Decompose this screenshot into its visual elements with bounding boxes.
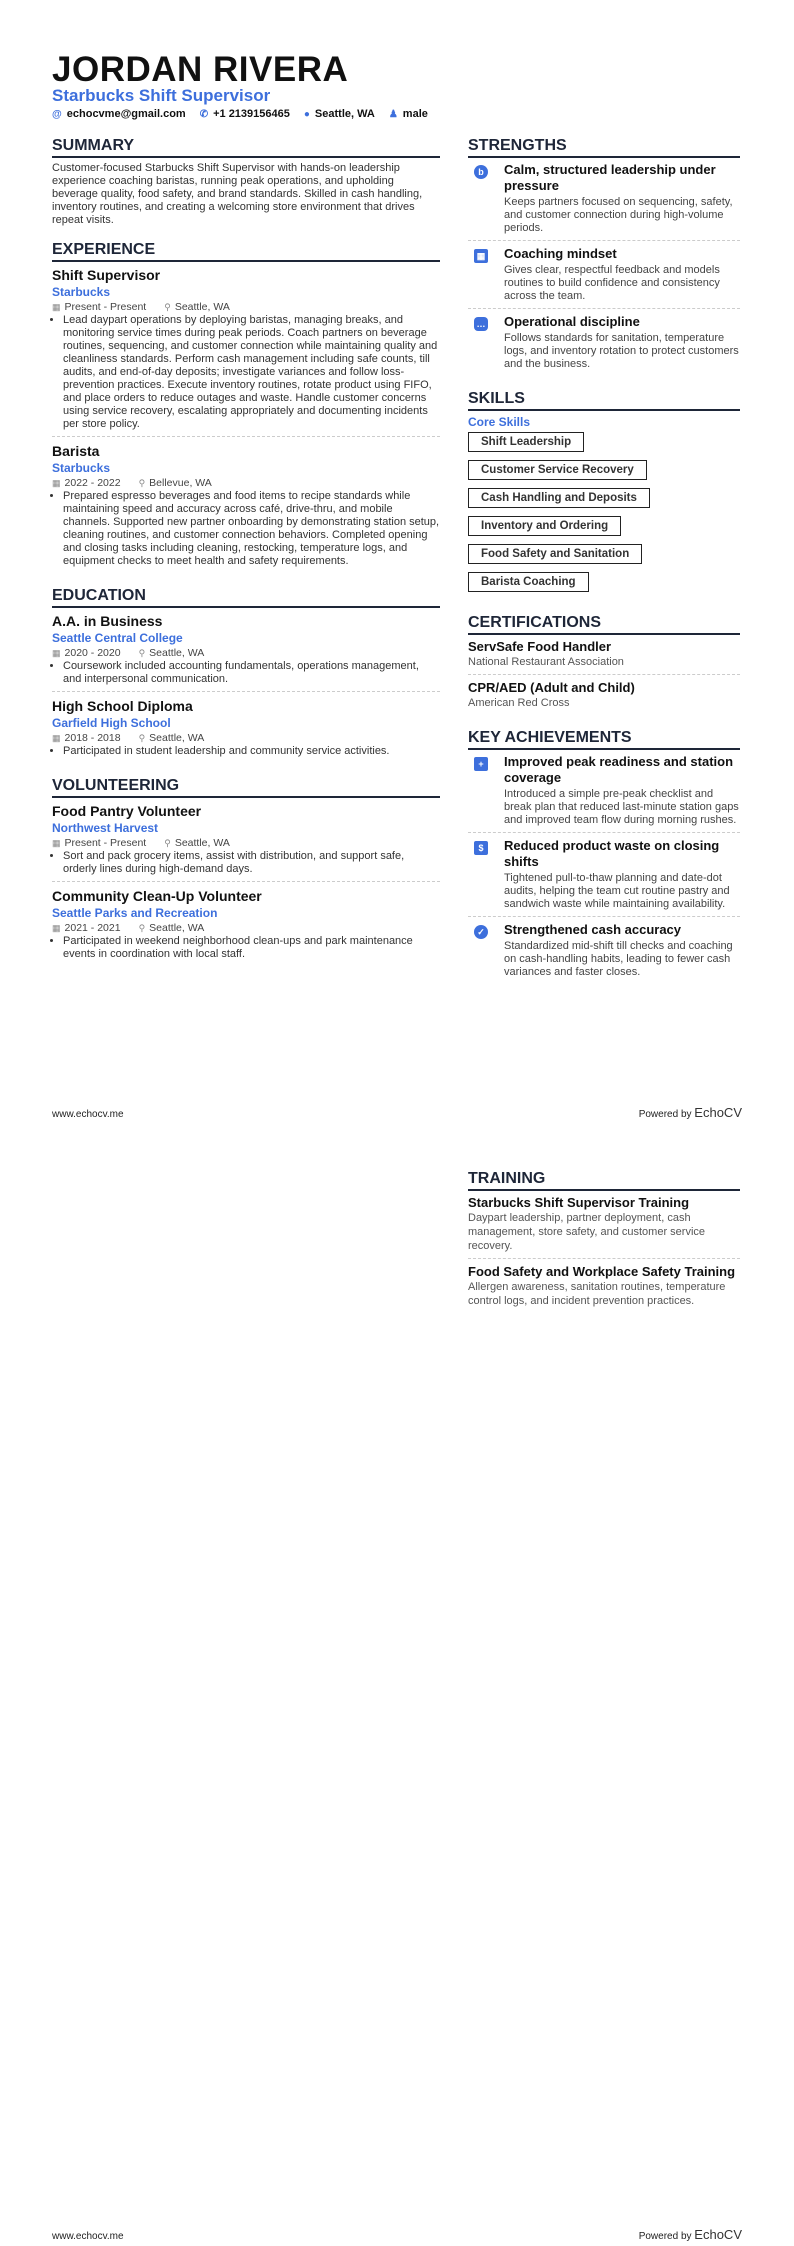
list-item	[468, 754, 740, 833]
dates	[52, 921, 121, 935]
brand-logo[interactable]: EchoCV	[694, 1105, 742, 1120]
document-dollar-icon: $	[468, 838, 494, 911]
achievements-section	[468, 729, 740, 984]
skill-chip: Cash Handling and Deposits	[468, 488, 650, 508]
brand-logo[interactable]: EchoCV	[694, 2227, 742, 2242]
location	[139, 731, 205, 745]
bullet-list	[52, 314, 440, 431]
item-description: Keeps partners focused on sequencing, safety, and customer connection during high-volume periods.	[504, 196, 733, 234]
dates	[52, 300, 146, 314]
entry	[52, 442, 440, 573]
dates	[52, 731, 121, 745]
location-text: Bellevue, WA	[149, 477, 212, 489]
bullet-list	[52, 850, 440, 876]
entry-title: Community Clean-Up Volunteer	[52, 888, 262, 904]
bullet: • Prepared espresso beverages and food items to recipe standards while maintaining speed and accuracy across café, drive-thru, and mobile channels. Supported new partner onboarding by demonstrating station setup, cleaning routines, and customer connection behaviors. Completed opening and closing tasks including cleaning, restocking, temperature logs, and equipment checks to meet health and safety requirements.	[63, 490, 440, 568]
bullet: • Sort and pack grocery items, assist with distribution, and support safe, orderly lines during high-demand days.	[63, 850, 440, 876]
item-content	[504, 922, 740, 979]
list-item	[468, 922, 740, 984]
entry	[52, 802, 440, 882]
certification-title: ServSafe Food Handler	[468, 639, 612, 654]
bullet: • Coursework included accounting fundamentals, operations management, and interpersonal communication.	[63, 660, 440, 686]
entry-meta	[52, 646, 440, 660]
list-item	[468, 246, 740, 309]
location-text: Seattle, WA	[174, 837, 230, 849]
item-content	[504, 162, 740, 235]
item-title: Reduced product waste on closing shifts	[504, 838, 720, 869]
education-section	[52, 587, 440, 763]
left-column	[52, 137, 440, 980]
skill-chip: Food Safety and Sanitation	[468, 544, 642, 564]
location-pin-icon: ⚲	[138, 648, 146, 658]
footer-site-link[interactable]: www.echocv.me	[52, 2231, 124, 2242]
section-heading: KEY ACHIEVEMENTS	[468, 729, 740, 750]
calendar-icon: ▦	[52, 302, 61, 312]
dates	[52, 646, 121, 660]
entry-title: Food Pantry Volunteer	[52, 803, 202, 819]
chat-bubble-icon: …	[468, 314, 494, 371]
bullet: • Participated in weekend neighborhood clean-ups and park maintenance events in coordination with local staff.	[63, 935, 440, 961]
bullet-list	[52, 745, 440, 758]
entry-organization: Seattle Parks and Recreation	[52, 906, 218, 920]
footer	[52, 2227, 742, 2242]
calendar-icon: ▦	[52, 478, 61, 488]
item-title: Operational discipline	[504, 314, 640, 329]
entry	[52, 887, 440, 966]
summary-section	[52, 137, 440, 227]
document-plus-icon: +	[468, 754, 494, 827]
certification-item	[468, 639, 740, 675]
certifications-section	[468, 614, 740, 715]
date-range: Present - Present	[64, 837, 147, 849]
entry-title: High School Diploma	[52, 698, 193, 714]
footer	[52, 1105, 742, 1120]
location	[139, 646, 205, 660]
entry-meta	[52, 300, 440, 314]
gender: male	[402, 108, 428, 120]
right-column	[468, 1170, 740, 1327]
location-text: Seattle, WA	[174, 301, 230, 313]
entry-organization: Starbucks	[52, 461, 111, 475]
bullet: • Lead daypart operations by deploying baristas, managing breaks, and monitoring service times during peak periods. Coach partners on beverage routines, sequencing, and customer connection while maintaining quality and cleanliness standards. Perform cash management including safe counts, till audits, and end-of-day deposits; investigate variances and follow loss-prevention practices. Execute inventory routines, rotate product using FIFO, and place orders to reduce outages and waste. Handle customer concerns using service recovery, escalating appropriately and documenting incidents per store policy.	[63, 314, 440, 431]
certification-item	[468, 680, 740, 715]
item-description: Gives clear, respectful feedback and models routines to build confidence and consistency across the team.	[504, 264, 720, 302]
section-heading: TRAINING	[468, 1170, 740, 1191]
strengths-section	[468, 137, 740, 376]
training-description: Allergen awareness, sanitation routines, temperature control logs, and incident prevention practices.	[468, 1281, 726, 1307]
entry-meta	[52, 836, 440, 850]
section-heading: SKILLS	[468, 390, 740, 411]
location-text: Seattle, WA	[149, 922, 205, 934]
right-column	[468, 137, 740, 998]
entry-title: Shift Supervisor	[52, 267, 161, 283]
location: Seattle, WA	[314, 108, 375, 120]
item-title: Calm, structured leadership under pressure	[504, 162, 716, 193]
entry	[52, 697, 440, 763]
volunteering-section	[52, 777, 440, 966]
skills-section	[468, 390, 740, 600]
entry	[52, 612, 440, 692]
skill-chip: Shift Leadership	[468, 432, 584, 452]
entry-title: Barista	[52, 443, 100, 459]
location	[139, 921, 205, 935]
location-pin-icon: ⚲	[164, 838, 171, 848]
entry-meta	[52, 921, 440, 935]
training-item	[468, 1195, 740, 1259]
item-title: Coaching mindset	[504, 246, 617, 261]
calendar-chart-icon: ▦	[468, 246, 494, 303]
location-text: Seattle, WA	[149, 732, 205, 744]
training-title: Food Safety and Workplace Safety Training	[468, 1264, 736, 1279]
location	[164, 836, 230, 850]
item-content	[504, 838, 740, 911]
item-content	[504, 754, 740, 827]
summary-text: Customer-focused Starbucks Shift Supervisor with hands-on leadership experience coaching baristas, running peak operations, and upholding beverage quality, food safety, and brand standards. Skilled in cash handling, inventory routines, and creating a welcoming store environment that drives repeat visits.	[52, 162, 423, 226]
entry-organization: Northwest Harvest	[52, 821, 159, 835]
location-pin-icon: ●	[303, 109, 310, 120]
dates	[52, 836, 146, 850]
candidate-name: JORDAN RIVERA	[52, 50, 349, 89]
bullet-list	[52, 660, 440, 686]
contact-info	[52, 108, 428, 120]
date-range: 2018 - 2018	[64, 732, 121, 744]
section-heading: STRENGTHS	[468, 137, 740, 158]
skill-chip: Customer Service Recovery	[468, 460, 647, 480]
date-range: Present - Present	[64, 301, 147, 313]
calendar-icon: ▦	[52, 648, 61, 658]
item-title: Improved peak readiness and station coverage	[504, 754, 734, 785]
email[interactable]: echocvme@gmail.com	[66, 108, 186, 120]
entry-title: A.A. in Business	[52, 613, 163, 629]
training-section	[468, 1170, 740, 1313]
bullet: • Participated in student leadership and community service activities.	[63, 745, 440, 758]
certification-issuer: American Red Cross	[468, 697, 570, 709]
item-content	[504, 314, 740, 371]
date-range: 2021 - 2021	[64, 922, 121, 934]
footer-site-link[interactable]: www.echocv.me	[52, 1109, 124, 1120]
list-item	[468, 838, 740, 917]
resume-page-2	[0, 1123, 794, 2246]
entry-organization: Seattle Central College	[52, 631, 183, 645]
skill-chip: Inventory and Ordering	[468, 516, 621, 536]
powered-by: Powered by	[638, 2231, 692, 2242]
location	[164, 300, 230, 314]
item-title: Strengthened cash accuracy	[504, 922, 682, 937]
experience-section	[52, 241, 440, 573]
list-item	[468, 162, 740, 241]
entry-meta	[52, 731, 440, 745]
location	[139, 476, 212, 490]
dates	[52, 476, 121, 490]
candidate-title: Starbucks Shift Supervisor	[52, 86, 271, 105]
certification-issuer: National Restaurant Association	[468, 656, 624, 668]
item-description: Tightened pull-to-thaw planning and date-dot audits, helping the team cut routine pastry and sandwich waste while maintaining availability.	[504, 872, 730, 910]
location-pin-icon: ⚲	[138, 478, 146, 488]
training-item	[468, 1264, 740, 1313]
item-description: Standardized mid-shift till checks and coaching on cash-handling habits, leading to fewer cash variances and faster closes.	[504, 940, 733, 978]
location-pin-icon: ⚲	[138, 733, 146, 743]
item-description: Introduced a simple pre-peak checklist and break plan that reduced last-minute station gaps and improved team flow during morning rushes.	[504, 788, 739, 826]
certification-title: CPR/AED (Adult and Child)	[468, 680, 635, 695]
section-heading: VOLUNTEERING	[52, 777, 440, 798]
training-description: Daypart leadership, partner deployment, cash management, store safety, and customer service recovery.	[468, 1212, 706, 1252]
skill-chip: Barista Coaching	[468, 572, 589, 592]
entry-organization: Starbucks	[52, 285, 111, 299]
item-content	[504, 246, 740, 303]
location-pin-icon: ⚲	[138, 923, 146, 933]
calendar-icon: ▦	[52, 923, 61, 933]
section-heading: SUMMARY	[52, 137, 440, 158]
bullet-list	[52, 935, 440, 961]
entry	[52, 266, 440, 437]
skills-group-label: Core Skills	[468, 415, 531, 429]
list-item	[468, 314, 740, 376]
phone[interactable]: +1 2139156465	[213, 108, 290, 120]
date-range: 2020 - 2020	[64, 647, 121, 659]
date-range: 2022 - 2022	[64, 477, 121, 489]
calendar-icon: ▦	[52, 733, 61, 743]
badge-icon: b	[468, 162, 494, 235]
bullet-list	[52, 490, 440, 568]
calendar-icon: ▦	[52, 838, 61, 848]
entry-organization: Garfield High School	[52, 716, 171, 730]
powered-by: Powered by	[638, 1109, 692, 1120]
check-circle-icon: ✓	[468, 922, 494, 979]
section-heading: CERTIFICATIONS	[468, 614, 740, 635]
at-icon: @	[52, 109, 62, 120]
location-text: Seattle, WA	[149, 647, 205, 659]
entry-meta	[52, 476, 440, 490]
section-heading: EXPERIENCE	[52, 241, 440, 262]
item-description: Follows standards for sanitation, temperature logs, and inventory rotation to protect customers and the business.	[504, 332, 739, 370]
user-icon: ♟	[388, 109, 398, 120]
phone-icon: ✆	[199, 109, 209, 120]
location-pin-icon: ⚲	[164, 302, 171, 312]
section-heading: EDUCATION	[52, 587, 440, 608]
training-title: Starbucks Shift Supervisor Training	[468, 1195, 690, 1210]
